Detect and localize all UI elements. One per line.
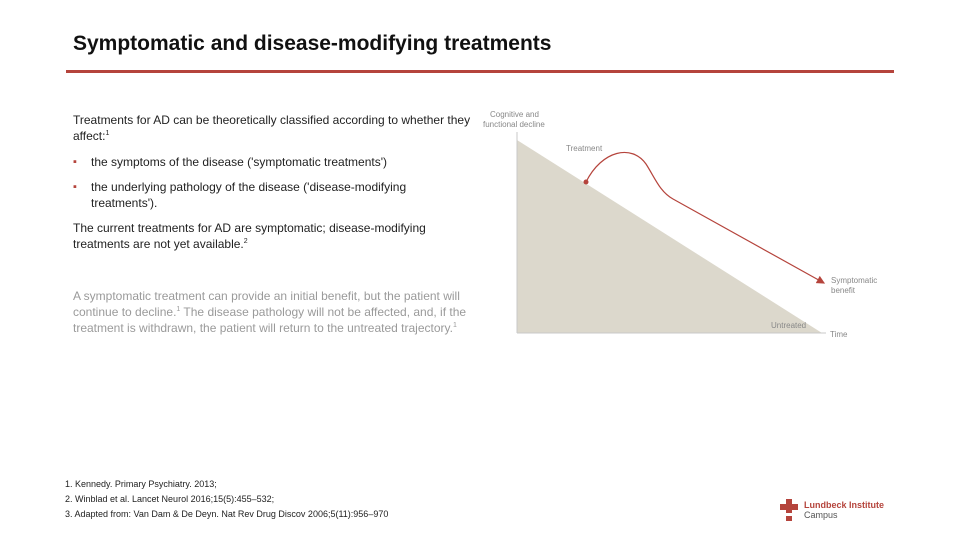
lundbeck-logo [780, 498, 900, 522]
para2-text: The current treatments for AD are symptomatic; disease-modifying treatments are not yet available. [73, 221, 426, 251]
para3-ref1: 1 [176, 306, 181, 313]
y-axis-label-1: Cognitive and [490, 110, 539, 119]
intro-paragraph [73, 112, 473, 144]
intro-ref: 1 [105, 130, 110, 137]
title-divider [66, 70, 894, 73]
intro-text: Treatments for AD can be theoretically classified according to whether they affect: [73, 113, 471, 143]
bullet-symptomatic [73, 154, 473, 170]
untreated-area [517, 140, 822, 333]
body-text [73, 112, 473, 336]
reference-2: 2. Winblad et al. Lancet Neurol 2016;15(5):455–532; [65, 494, 275, 504]
untreated-label: Untreated [771, 321, 807, 330]
symptomatic-benefit-paragraph [73, 288, 473, 336]
treatment-types-list [73, 154, 473, 211]
logo-subname: Campus [804, 510, 838, 520]
current-treatments-paragraph [73, 220, 473, 252]
lundbeck-cross-icon [780, 499, 798, 521]
para3-text-a: A symptomatic treatment can provide an initial benefit, but the patient will continue to decline. [73, 289, 460, 319]
bullet-text: the symptoms of the disease ('symptomatic treatments') [91, 155, 388, 169]
treatment-point [584, 180, 589, 185]
bullet-disease-modifying [73, 179, 473, 211]
para3-ref2: 1 [452, 322, 457, 329]
treatment-diagram [470, 100, 890, 350]
slide-title: Symptomatic and disease-modifying treatments [73, 32, 552, 55]
para2-ref: 2 [243, 238, 248, 245]
treatment-label: Treatment [566, 144, 603, 153]
bullet-icon: ▪ [73, 181, 77, 193]
references [65, 477, 388, 522]
reference-1: 1. Kennedy. Primary Psychiatry. 2013; [65, 479, 217, 489]
bullet-text: the underlying pathology of the disease ('disease-modifying treatments'). [91, 180, 407, 210]
logo-name: Lundbeck Institute [804, 500, 885, 510]
time-label: Time [830, 330, 848, 339]
y-axis-label-2: functional decline [483, 120, 545, 129]
benefit-label-2: benefit [831, 286, 856, 295]
bullet-icon: ▪ [73, 156, 77, 168]
benefit-label-1: Symptomatic [831, 276, 878, 285]
reference-3: 3. Adapted from: Van Dam & De Deyn. Nat Rev Drug Discov 2006;5(11):956–970 [65, 509, 389, 519]
para3-text-b: The disease pathology will not be affected, and, if the treatment is withdrawn, the patient will return to the untreated trajectory. [73, 305, 467, 335]
